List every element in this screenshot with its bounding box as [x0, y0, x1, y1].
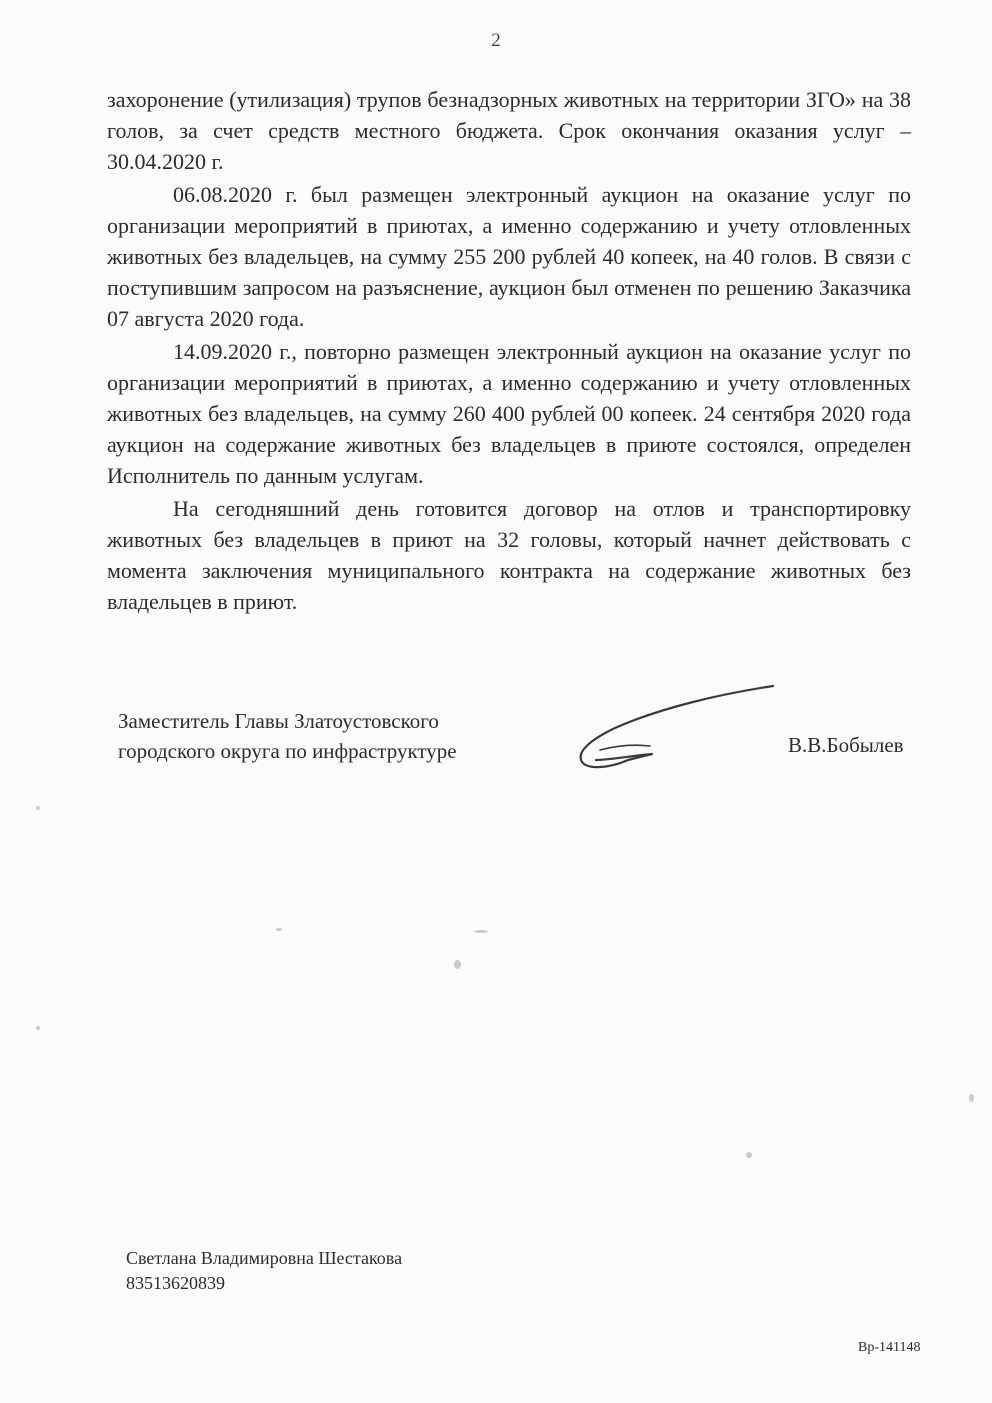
- contact-phone: 83513620839: [126, 1273, 225, 1293]
- scan-speck: [746, 1152, 752, 1158]
- paragraph-auction-august: 06.08.2020 г. был размещен электронный аукцион на оказание услуг по организации мероприятий в приютах, а именно содержанию и учету отловленных животных без владельцев, на сумму 255 200 рублей 40 копеек, на 40 голов. В связи с поступившим запросом на разъяснение, аукцион был отменен по решению Заказчика 07 августа 2020 года.: [107, 182, 911, 331]
- signatory-title-line: Заместитель Главы Златоустовского: [118, 709, 439, 733]
- page-number: 2: [491, 30, 501, 51]
- scan-speck: [36, 806, 40, 810]
- letter-body: [107, 84, 911, 617]
- scan-speck: [276, 928, 282, 931]
- paragraph-capture-contract: На сегодняшний день готовится договор на отлов и транспортировку животных без владельцев в приют на 32 головы, который начнет действовать с момента заключения муниципального контракта на содержание животных без владельцев в приют.: [107, 496, 911, 614]
- scan-speck: [454, 960, 461, 969]
- paragraph-burial-continuation: захоронение (утилизация) трупов безнадзорных животных на территории ЗГО» на 38 голов, за счет средств местного бюджета. Срок окончания оказания услуг – 30.04.2020 г.: [107, 87, 911, 174]
- signatory-title: [118, 706, 538, 766]
- document-code: Вр-141148: [858, 1340, 921, 1355]
- scan-speck: [474, 930, 488, 933]
- scan-speck: [36, 1026, 40, 1030]
- handwritten-signature: [570, 680, 780, 780]
- contact-name: Светлана Владимировна Шестакова: [126, 1248, 403, 1268]
- scan-speck: [969, 1094, 974, 1102]
- signatory-name: В.В.Бобылев: [788, 733, 904, 757]
- paragraph-auction-september: 14.09.2020 г., повторно размещен электронный аукцион на оказание услуг по организации мероприятий в приютах, а именно содержанию и учету отловленных животных без владельцев, на сумму 260 400 рублей 00 копеек. 24 сентября 2020 года аукцион на содержание животных без владельцев в приюте состоялся, определен Исполнитель по данным услугам.: [107, 339, 911, 488]
- contact-block: [126, 1246, 402, 1296]
- signatory-title-line: городского округа по инфраструктуре: [118, 739, 457, 763]
